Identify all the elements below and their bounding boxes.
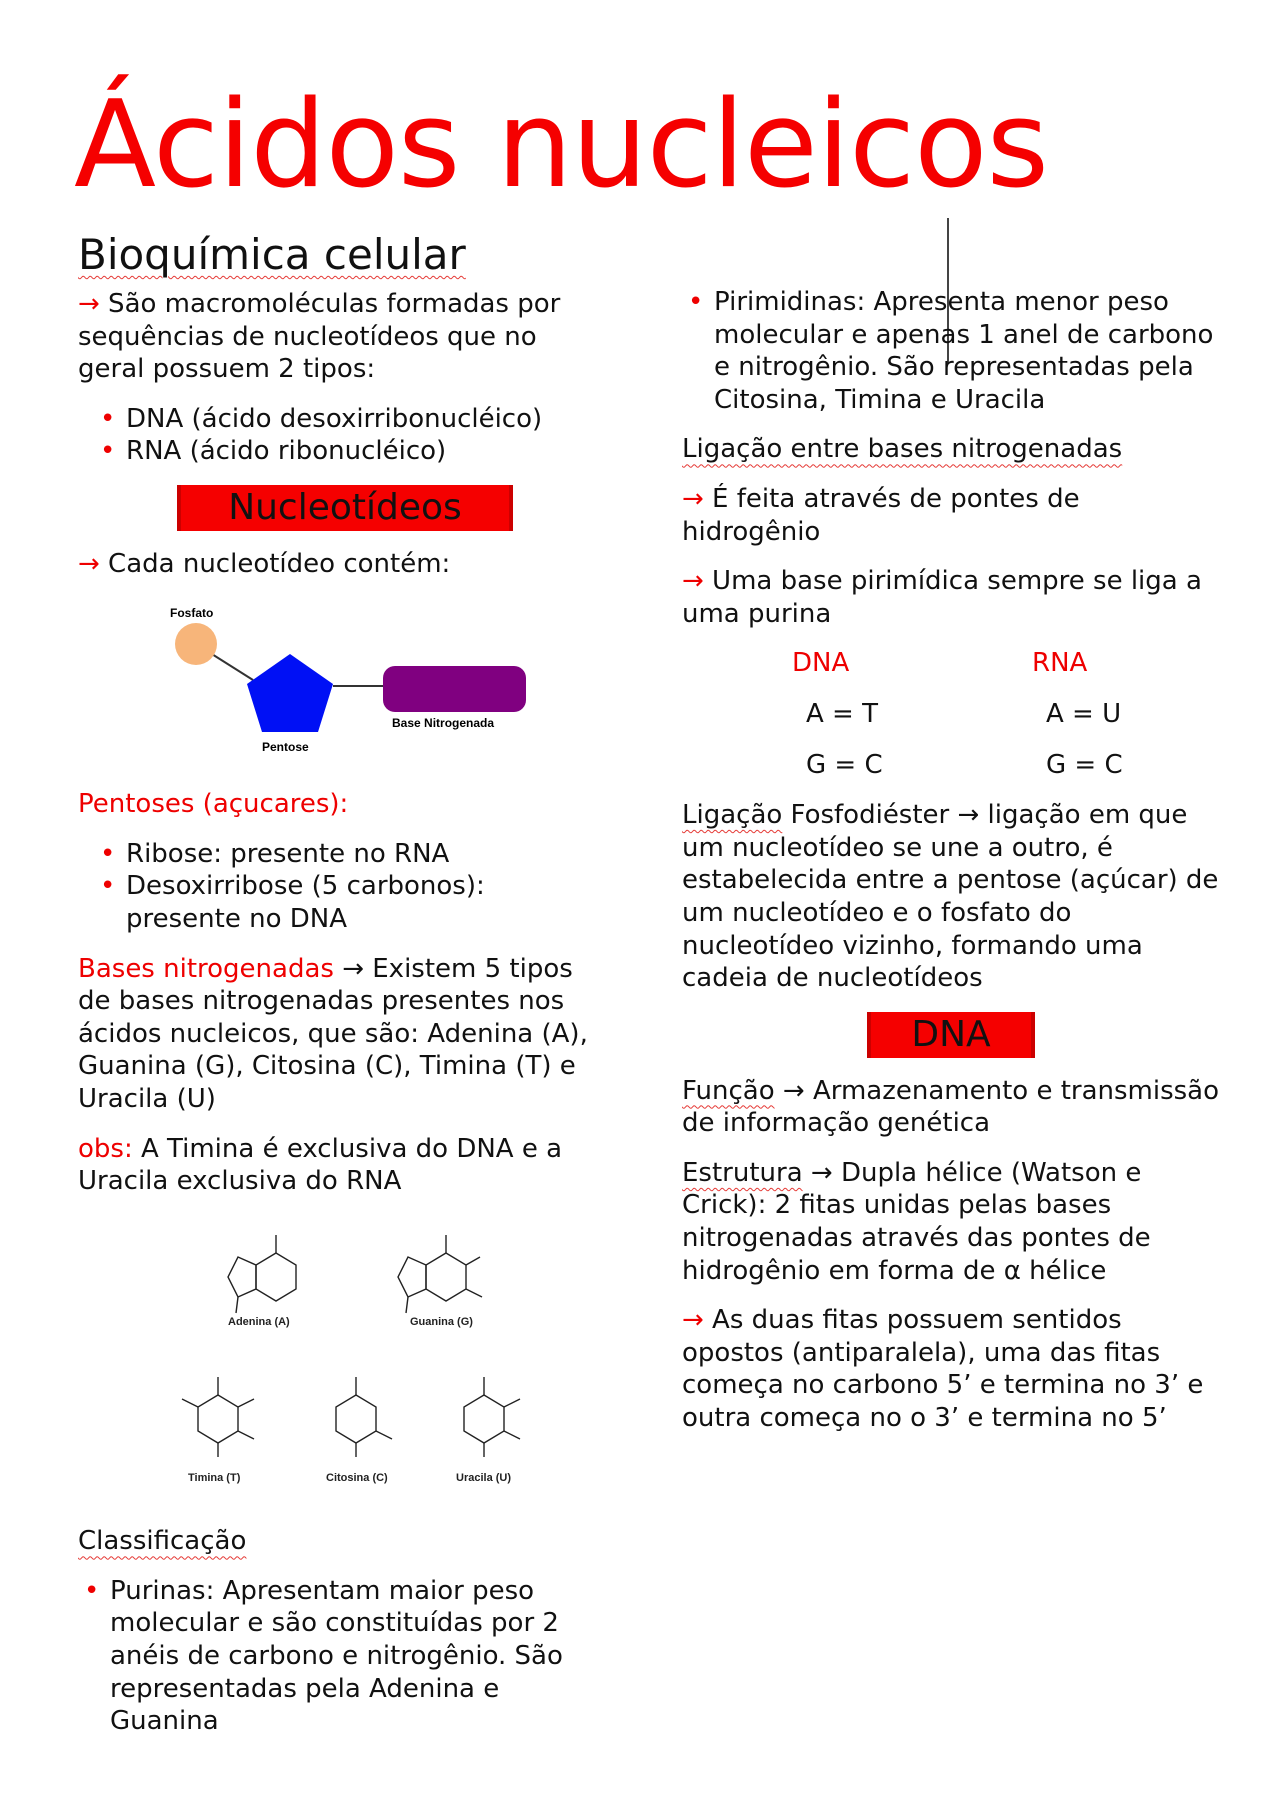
nucleotide-diagram bbox=[78, 598, 598, 767]
guanina-label: Guanina (G) bbox=[410, 1315, 473, 1328]
structure-paragraph bbox=[682, 1157, 1222, 1287]
fosfato-label: Fosfato bbox=[170, 605, 214, 620]
adenina-label: Adenina (A) bbox=[228, 1315, 290, 1328]
arrow-icon: → bbox=[682, 566, 704, 597]
obs-paragraph bbox=[78, 1133, 598, 1198]
nucleotide-diagram-svg bbox=[78, 598, 598, 758]
obs-text: A Timina é exclusiva do DNA e a Uracila exclusiva do RNA bbox=[78, 1133, 563, 1197]
bond-paragraph-1 bbox=[682, 483, 1222, 548]
base-pairs-table bbox=[792, 647, 1222, 781]
dna-pairs-header: DNA bbox=[792, 648, 850, 679]
bond-text-1: É feita através de pontes de hidrogênio bbox=[682, 483, 1080, 547]
pentoses-heading: Pentoses (açucares): bbox=[78, 789, 349, 820]
nitrogen-bases-structures bbox=[78, 1215, 598, 1504]
bases-paragraph bbox=[78, 953, 598, 1116]
phosphodiester-paragraph bbox=[682, 799, 1222, 995]
list-item: • Purinas: Apresentam maior peso molecular e são constituídas por 2 anéis de carbono e nitrogênio. São representadas pela Adenina e Guanina bbox=[78, 1575, 598, 1738]
bond-paragraph-2 bbox=[682, 565, 1222, 630]
classification-heading-text: Classificação bbox=[78, 1526, 247, 1557]
nucleotide-text: Cada nucleotídeo contém: bbox=[99, 548, 451, 579]
timina-label: Timina (T) bbox=[188, 1471, 241, 1484]
rna-pairs-header: RNA bbox=[1032, 648, 1088, 679]
antiparallel-paragraph bbox=[682, 1304, 1222, 1434]
classification-list bbox=[78, 1575, 598, 1738]
section-badge-nucleotideos: Nucleotídeos bbox=[177, 485, 513, 531]
arrow-icon: → bbox=[682, 1305, 704, 1336]
nucleotide-paragraph bbox=[78, 548, 598, 581]
function-text: → Armazenamento e transmissão de informação genética bbox=[682, 1075, 1220, 1139]
pentoses-list bbox=[78, 838, 598, 936]
classification-list-cont bbox=[682, 286, 1222, 416]
section-badge-dna: DNA bbox=[867, 1012, 1035, 1058]
dna-pair-2: G = C bbox=[806, 749, 883, 780]
phosphodiester-term: Ligação bbox=[682, 800, 783, 831]
bonds-heading-text: Ligação entre bases nitrogenadas bbox=[682, 434, 1123, 465]
obs-label: obs: bbox=[78, 1133, 133, 1164]
bonds-heading bbox=[682, 433, 1222, 466]
bond-text-2: Uma base pirimídica sempre se liga a uma purina bbox=[682, 566, 1202, 629]
list-item: • Pirimidinas: Apresenta menor peso molecular e apenas 1 anel de carbono e nitrogênio. São representadas pela Citosina, Timina e Uracila bbox=[682, 286, 1222, 416]
dna-pair-1: A = T bbox=[806, 698, 878, 729]
list-item: • Desoxirribose (5 carbonos): presente no DNA bbox=[78, 870, 598, 935]
base-label: Base Nitrogenada bbox=[392, 715, 495, 730]
list-item: • DNA (ácido desoxirribonucléico) bbox=[78, 403, 598, 436]
rna-pair-1: A = U bbox=[1046, 698, 1122, 729]
page-title: Ácidos nucleicos bbox=[74, 76, 1049, 215]
bases-text: → Existem 5 tipos de bases nitrogenadas presentes nos ácidos nucleicos, que são: Adenina (A), Guanina (G), Citosina (C), Timina (T) e Uracila (U) bbox=[78, 953, 588, 1114]
right-column bbox=[682, 286, 1222, 1452]
arrow-icon: → bbox=[682, 483, 704, 514]
nucleic-acid-types-list bbox=[78, 403, 598, 468]
subtitle-text: Bioquímica celular bbox=[78, 230, 466, 279]
function-term: Função bbox=[682, 1075, 775, 1106]
intro-text: São macromoléculas formadas por sequências de nucleotídeos que no geral possuem 2 tipos: bbox=[78, 289, 561, 385]
pentose-pentagon bbox=[247, 654, 333, 732]
bases-heading: Bases nitrogenadas bbox=[78, 953, 334, 984]
left-column bbox=[78, 230, 598, 1755]
uracila-label: Uracila (U) bbox=[456, 1471, 512, 1484]
list-item: • Ribose: presente no RNA bbox=[78, 838, 598, 871]
arrow-icon: → bbox=[78, 548, 100, 579]
structure-text: → Dupla hélice (Watson e Crick): 2 fitas unidas pelas bases nitrogenadas através das pontes de hidrogênio em forma de α hélice bbox=[682, 1157, 1151, 1286]
function-paragraph bbox=[682, 1075, 1222, 1140]
pentose-label: Pentose bbox=[262, 739, 309, 754]
subtitle bbox=[78, 230, 598, 280]
phosphate-circle bbox=[175, 623, 217, 665]
list-item: • RNA (ácido ribonucléico) bbox=[78, 435, 598, 468]
structure-term: Estrutura bbox=[682, 1157, 803, 1188]
intro-paragraph bbox=[78, 288, 598, 386]
citosina-label: Citosina (C) bbox=[326, 1471, 388, 1484]
antiparallel-text: As duas fitas possuem sentidos opostos (antiparalela), uma das fitas começa no carbono 5’ e termina no 3’ e outra começa no o 3’ e termina no 5’ bbox=[682, 1305, 1204, 1434]
classification-heading bbox=[78, 1525, 598, 1558]
base-rectangle bbox=[383, 666, 526, 712]
structures-svg bbox=[78, 1215, 598, 1495]
arrow-icon: → bbox=[78, 289, 100, 319]
phosphodiester-text: Fosfodiéster → ligação em que um nucleotídeo se une a outro, é estabelecida entre a pentose (açúcar) de um nucleotídeo e o fosfato do nucleotídeo vizinho, formando uma cadeia de nucleotídeos bbox=[682, 800, 1219, 994]
rna-pair-2: G = C bbox=[1046, 749, 1123, 780]
